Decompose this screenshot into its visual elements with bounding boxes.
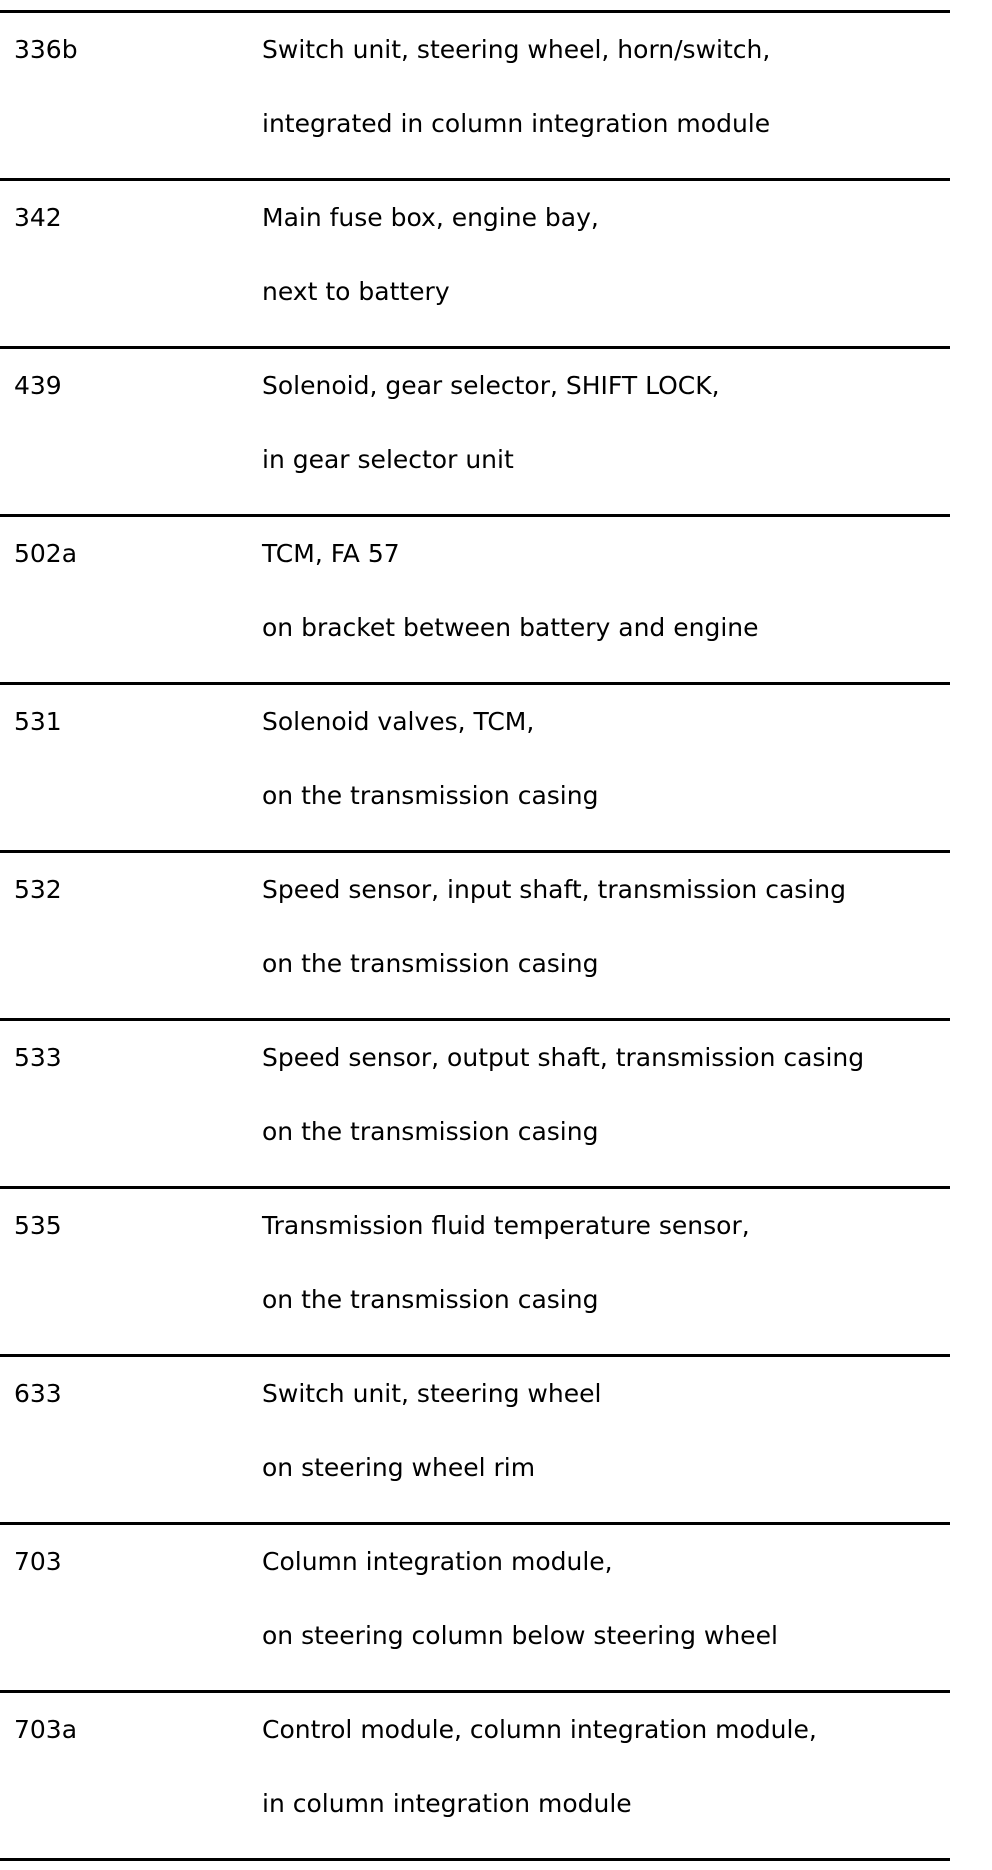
component-description: Speed sensor, output shaft, transmission casing [262,1043,865,1072]
component-location: on the transmission casing [262,949,599,978]
component-location: in gear selector unit [262,445,514,474]
component-description: Column integration module, [262,1547,613,1576]
table-row [0,178,950,346]
component-code: 531 [14,707,62,736]
component-code: 535 [14,1211,62,1240]
component-location: next to battery [262,277,450,306]
component-description: Solenoid valves, TCM, [262,707,535,736]
table-row [0,1018,950,1186]
component-description: Main fuse box, engine bay, [262,203,599,232]
table-row [0,1522,950,1690]
component-location: on the transmission casing [262,781,599,810]
table-row [0,514,950,682]
component-code: 533 [14,1043,62,1072]
table-row [0,1690,950,1861]
table-row [0,10,950,178]
component-description: Speed sensor, input shaft, transmission casing [262,875,846,904]
table-row [0,682,950,850]
component-code: 502a [14,539,78,568]
component-location: in column integration module [262,1789,632,1818]
component-code: 342 [14,203,62,232]
component-description: Switch unit, steering wheel [262,1379,602,1408]
component-location: on steering wheel rim [262,1453,536,1482]
component-description: Transmission fluid temperature sensor, [262,1211,750,1240]
component-code: 703 [14,1547,62,1576]
component-location: on the transmission casing [262,1117,599,1146]
component-location: on steering column below steering wheel [262,1621,778,1650]
component-location: integrated in column integration module [262,109,771,138]
component-code: 532 [14,875,62,904]
table-row [0,346,950,514]
table-row [0,1186,950,1354]
component-location: on the transmission casing [262,1285,599,1314]
component-description: Solenoid, gear selector, SHIFT LOCK, [262,371,720,400]
table-row [0,850,950,1018]
component-description: Switch unit, steering wheel, horn/switch, [262,35,771,64]
component-location: on bracket between battery and engine [262,613,759,642]
table-row [0,1354,950,1522]
component-description: TCM, FA 57 [262,539,400,568]
component-code: 439 [14,371,62,400]
component-code: 633 [14,1379,62,1408]
component-description: Control module, column integration module, [262,1715,817,1744]
component-code: 336b [14,35,78,64]
component-code: 703a [14,1715,78,1744]
component-table [0,10,950,1861]
